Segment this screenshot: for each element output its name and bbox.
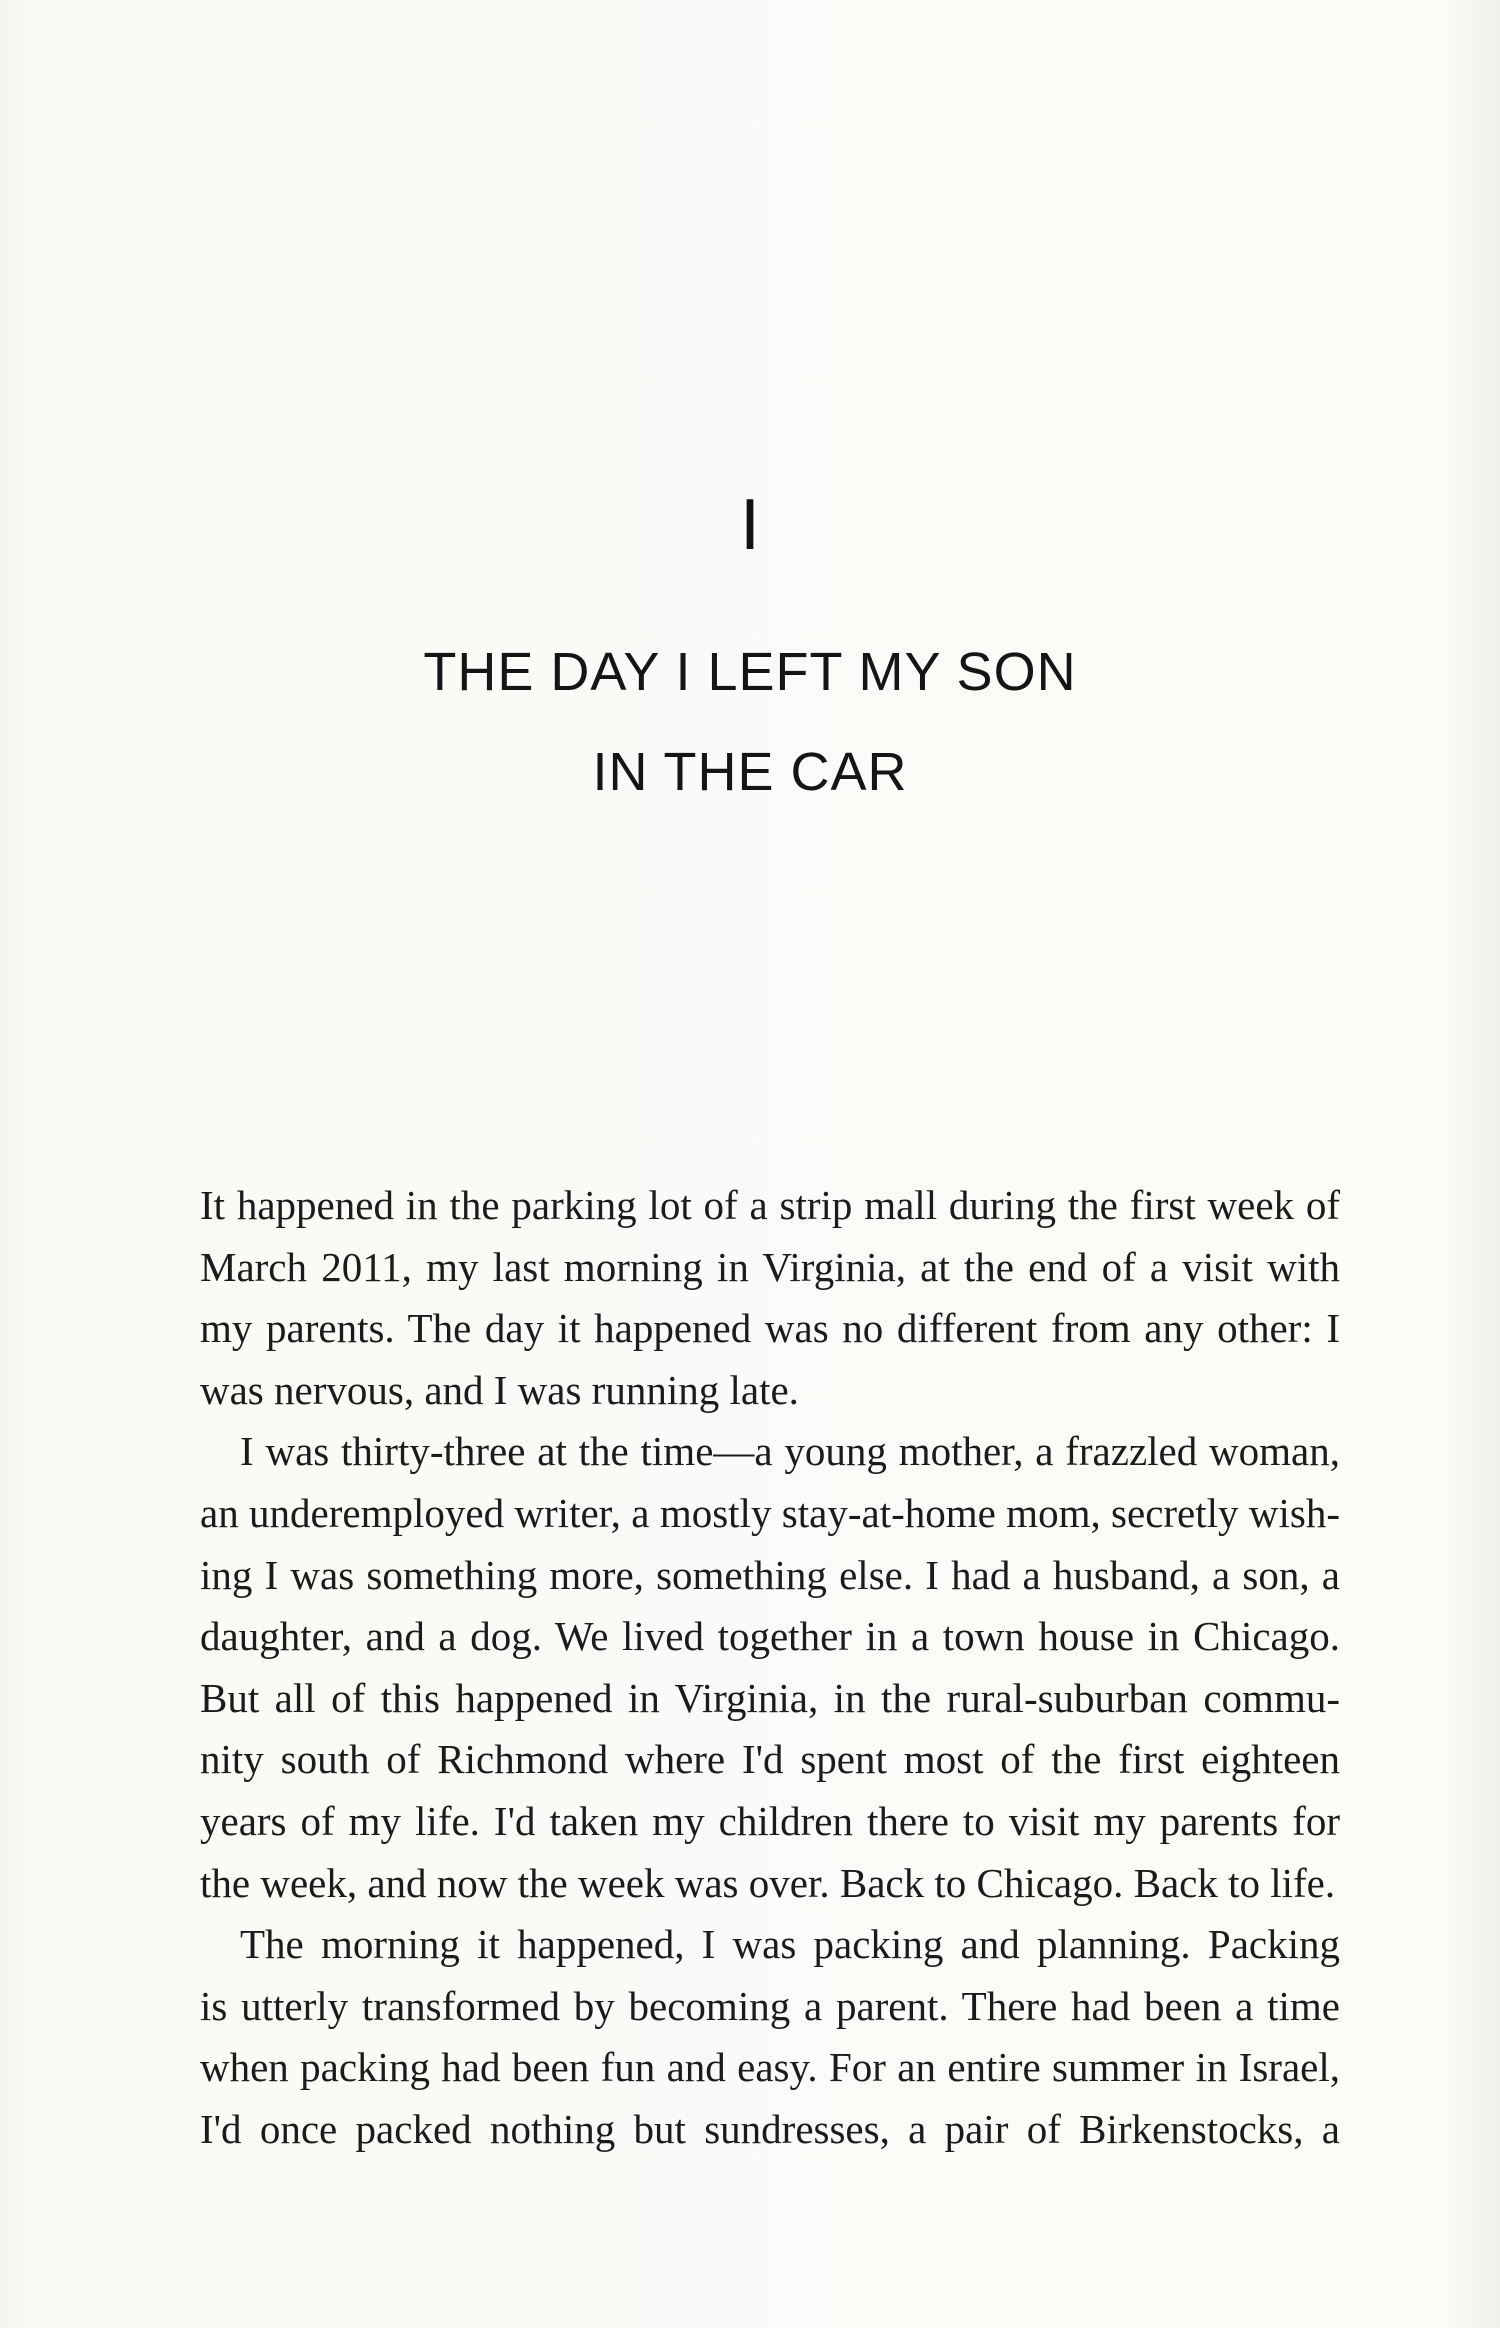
- text-line: an underemployed writer, a mostly stay-at-home mom, secretly wish-: [200, 1489, 1340, 1536]
- text-line: nity south of Richmond where I'd spent most of the first eighteen: [200, 1736, 1340, 1783]
- text-line: March 2011, my last morning in Virginia, at the end of a visit with: [200, 1243, 1340, 1290]
- text-line: But all of this happened in Virginia, in the rural-suburban commu-: [200, 1674, 1340, 1721]
- text-line: The morning it happened, I was packing and planning. Packing: [240, 1921, 1340, 1968]
- text-line: was nervous, and I was running late.: [200, 1366, 799, 1413]
- chapter-title-line: THE DAY I LEFT MY SON: [423, 642, 1077, 702]
- chapter-title-line: IN THE CAR: [592, 742, 908, 802]
- text-line: the week, and now the week was over. Back to Chicago. Back to life.: [200, 1859, 1336, 1906]
- chapter-number: I: [739, 485, 760, 565]
- text-line: I was thirty-three at the time—a young mother, a frazzled woman,: [240, 1428, 1340, 1475]
- body-text: [200, 1175, 1340, 2161]
- chapter-title: [0, 622, 1500, 822]
- text-line: I'd once packed nothing but sundresses, a pair of Birkenstocks, a: [200, 2105, 1340, 2152]
- text-line: years of my life. I'd taken my children there to visit my parents for: [200, 1797, 1340, 1844]
- text-line: when packing had been fun and easy. For an entire summer in Israel,: [200, 2044, 1340, 2091]
- text-line: my parents. The day it happened was no different from any other: I: [200, 1305, 1340, 1352]
- text-line: is utterly transformed by becoming a parent. There had been a time: [200, 1982, 1340, 2029]
- text-line: ing I was something more, something else. I had a husband, a son, a: [200, 1551, 1340, 1598]
- text-line: It happened in the parking lot of a strip mall during the first week of: [200, 1182, 1340, 1228]
- text-line: daughter, and a dog. We lived together in a town house in Chicago.: [200, 1613, 1340, 1660]
